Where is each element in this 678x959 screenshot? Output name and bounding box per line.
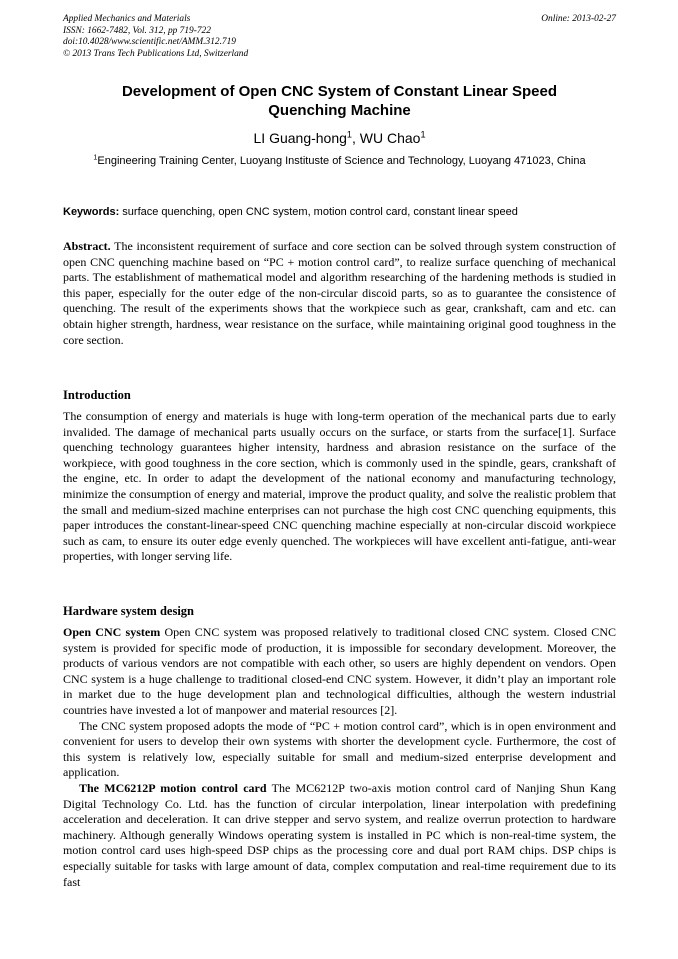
keywords-text: surface quenching, open CNC system, motion control card, constant linear speed: [119, 206, 518, 218]
paper-title: [63, 82, 616, 120]
title-line-2: Quenching Machine: [268, 102, 411, 119]
abstract-paragraph: [63, 239, 616, 348]
author-1-affil-mark: 1: [346, 129, 352, 140]
mc6212p-label: The MC6212P motion control card: [79, 780, 267, 795]
hardware-paragraph-2: The CNC system proposed adopts the mode of “PC + motion control card”, which is in open environment and convenient for users to develop their own systems with shorter the development cycle. Furthermore, the cost of this system is relatively low, especially suitable for small and medium-sized enterprise development and application.: [63, 718, 616, 780]
journal-header: [63, 14, 616, 60]
author-2-affil-mark: 1: [420, 129, 426, 140]
hardware-section: [63, 625, 616, 890]
open-cnc-label: Open CNC system: [63, 625, 161, 639]
hardware-paragraph-3: [63, 781, 616, 890]
introduction-section: [63, 409, 616, 565]
issn-line: ISSN: 1662-7482, Vol. 312, pp 719-722: [63, 25, 211, 36]
affiliation: [70, 154, 609, 169]
abstract-text: The inconsistent requirement of surface and core section can be solved through system construction of open CNC quenching machine based on “PC + motion control card”, to realize surface quenching of mechanical parts. The establishment of mathematical model and algorithm researching of the hardening methods is studied in this paper, especially for the outer edge of the non-circular discoid parts, so as to guarantee the consistence of quenching. The result of the experiments shows that the workpiece such as gear, crankshaft, cam and etc. can obtain higher strength, hardness, wear resistance on the surface, while maintaining original good toughness in the core section.: [63, 239, 616, 347]
affiliation-mark: 1: [93, 153, 98, 162]
online-date: Online: 2013-02-27: [541, 14, 616, 24]
copyright-line: © 2013 Trans Tech Publications Ltd, Switzerland: [63, 48, 249, 59]
keywords-label: Keywords:: [63, 206, 120, 218]
doi-line: doi:10.4028/www.scientific.net/AMM.312.719: [63, 37, 236, 48]
author-2: WU Chao: [359, 130, 421, 146]
section-heading-hardware: Hardware system design: [63, 604, 195, 618]
hardware-paragraph-1: [63, 625, 616, 719]
open-cnc-text: Open CNC system was proposed relatively to traditional closed CNC system. Closed CNC system is provided for specific mode of production, it is impossible for secondary development. Moreover, the products of various vendors are not compatible with each other, so users are highly dependent on vendors. Open CNC system is a huge challenge to traditional closed-end CNC system. However, it didn’t play an important role in market due to the huge development plan and technological difficulties, although the western industrial countries have invested a lot of manpower and material resources [2].: [63, 625, 616, 717]
author-list: [63, 129, 616, 147]
title-line-1: Development of Open CNC System of Constant Linear Speed: [121, 83, 558, 100]
author-1: LI Guang-hong: [253, 130, 347, 146]
journal-name: Applied Mechanics and Materials: [63, 14, 191, 24]
section-heading-introduction: Introduction: [63, 388, 131, 402]
keywords: [63, 205, 616, 220]
affiliation-text: Engineering Training Center, Luoyang Instituste of Science and Technology, Luoyang 471023, China: [97, 155, 586, 167]
abstract: [63, 239, 616, 348]
abstract-label: Abstract.: [63, 239, 111, 253]
introduction-paragraph: The consumption of energy and materials is huge with long-term operation of the mechanical parts due to early invalided. The damage of mechanical parts usually occurs on the surface, or starts from the surface[1]. Surface quenching technology guarantees higher intensity, hardness and abrasion resistance on the surface of the workpiece, with good toughness in the core section, which is commonly used in the spindle, gears, crankshaft of the engine, etc. In order to adapt the development of the national economy and manufacturing technology, minimize the consumption of energy and material, improve the product quality, and solve the realistic problem that the small and medium-sized machine enterprises can not purchase the high cost CNC quenching equipments, this paper introduces the constant-linear-speed CNC quenching machine especially at non-circular discoid workpiece such as cam, to ensure its outer edge evenly quenched. The workpieces will have excellent anti-fatigue, anti-wear properties, with longer serving life.: [63, 409, 616, 564]
author-separator: ,: [351, 130, 360, 146]
mc6212p-text: The MC6212P two-axis motion control card of Nanjing Shun Kang Digital Technology Co. Ltd. has the function of circular interpolation, linear interpolation with predefining acceleration and deceleration. It can drive stepper and servo system, and realize overrun protection to hardware machinery. Although generally Windows operating system is installed in PC which is non-real-time system, the motion control card uses high-speed DSP chips as the processing core and dual port RAM chips. DSP chips is especially suitable for tasks with large amount of data, complex computation and real-time requirement due to its fast: [63, 780, 616, 889]
